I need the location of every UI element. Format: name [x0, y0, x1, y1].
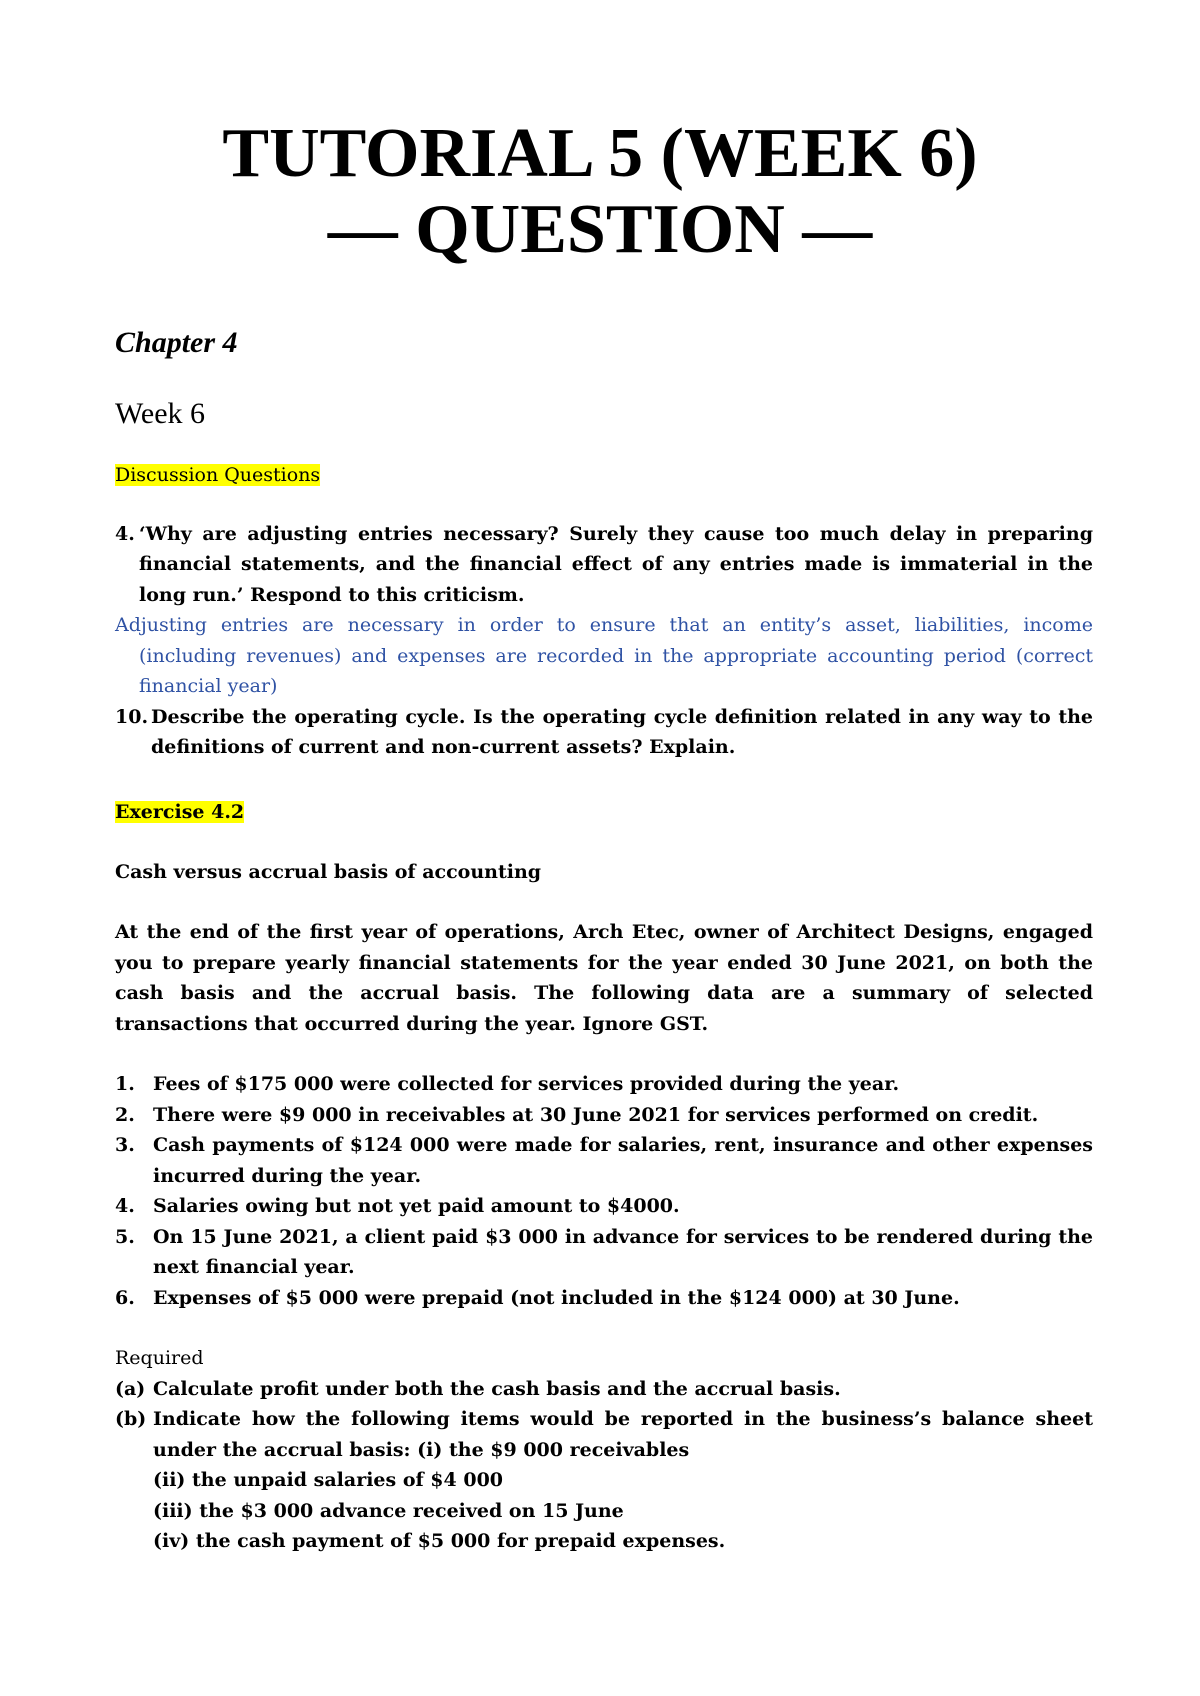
list-item [115, 1069, 1093, 1100]
item-number: (a) [115, 1377, 146, 1400]
question-number: 4. [115, 522, 135, 545]
chapter-heading: Chapter 4 [115, 326, 238, 359]
discussion-heading-text: Discussion Questions [115, 464, 321, 486]
exercise-subtitle: Cash versus accrual basis of accounting [115, 860, 542, 883]
discussion-section [115, 460, 1093, 763]
list-item [115, 1283, 1093, 1314]
required-item-b [115, 1404, 1093, 1465]
item-text: Fees of $175 000 were collected for services provided during the year. [153, 1073, 900, 1095]
exercise-heading-text: Exercise 4.2 [115, 801, 245, 823]
answer-text: Adjusting entries are necessary in order to ensure that an entity’s asset, liabilities, income (including revenues) and expenses are recorded in the appropriate accounting period (correct financial year) [115, 614, 1093, 697]
item-text: Indicate how the following items would be reported in the business’s balance sheet under the accrual basis: (i) the $9 000 receivables [153, 1408, 1093, 1461]
required-sub-ii: (ii) the unpaid salaries of $4 000 [153, 1469, 504, 1491]
list-item [115, 1191, 1093, 1222]
question-text: ‘Why are adjusting entries necessary? Surely they cause too much delay in preparing financial statements, and the financial effect of any entries made is immaterial in the long run.’ Respond to this criticism. [139, 522, 1093, 606]
item-text: Expenses of $5 000 were prepaid (not included in the $124 000) at 30 June. [153, 1286, 960, 1309]
item-number: 3. [115, 1134, 135, 1156]
question-4 [115, 519, 1093, 611]
required-list [115, 1374, 1093, 1466]
item-text: On 15 June 2021, a client paid $3 000 in advance for services to be rendered during the next financial year. [153, 1225, 1093, 1278]
question-10 [115, 702, 1093, 763]
item-number: 1. [115, 1073, 135, 1095]
required-label: Required [115, 1347, 204, 1369]
item-number: 6. [115, 1286, 135, 1309]
list-item [115, 1100, 1093, 1131]
question-number: 10. [115, 705, 149, 728]
discussion-heading [115, 460, 1093, 491]
item-text: Salaries owing but not yet paid amount to $4000. [153, 1195, 680, 1217]
item-number: 4. [115, 1195, 135, 1217]
exercise-heading [115, 797, 1093, 828]
required-sub-iii: (iii) the $3 000 advance received on 15 June [153, 1499, 624, 1522]
required-item-a [115, 1374, 1093, 1405]
week-heading: Week 6 [115, 397, 206, 430]
list-item [115, 1222, 1093, 1283]
item-number: 2. [115, 1103, 135, 1126]
required-sub-iv: (iv) the cash payment of $5 000 for prepaid expenses. [153, 1530, 726, 1552]
item-number: (b) [115, 1408, 147, 1430]
exercise-intro: At the end of the first year of operations, Arch Etec, owner of Architect Designs, engaged you to prepare yearly financial statements for the year ended 30 June 2021, on both the cash basis and the accrual basis. The following data are a summary of selected transactions that occurred during the year. Ignore GST. [115, 921, 1093, 1035]
item-number: 5. [115, 1225, 135, 1248]
question-text: Describe the operating cycle. Is the operating cycle definition related in any way to the definitions of current and non-current assets? Explain. [151, 705, 1093, 758]
list-item [115, 1130, 1093, 1191]
transaction-list [115, 1069, 1093, 1313]
page-subtitle: — QUESTION — [327, 191, 873, 268]
page-title: TUTORIAL 5 (WEEK 6) [222, 115, 978, 192]
item-text: Cash payments of $124 000 were made for salaries, rent, insurance and other expenses incurred during the year. [153, 1134, 1093, 1187]
item-text: There were $9 000 in receivables at 30 June 2021 for services performed on credit. [153, 1103, 1039, 1126]
exercise-section [115, 797, 1093, 1557]
item-text: Calculate profit under both the cash basis and the accrual basis. [153, 1377, 841, 1400]
